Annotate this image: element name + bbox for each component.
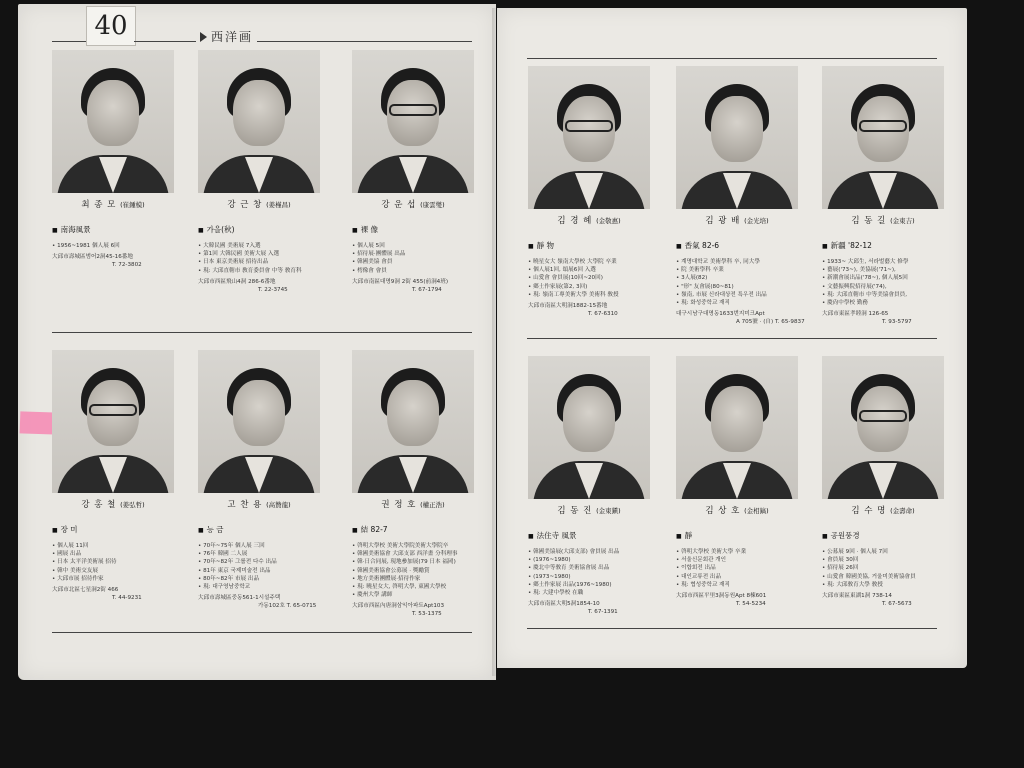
triangle-icon <box>200 32 207 42</box>
artist-entry <box>528 356 650 616</box>
artist-address: 大邱市東區東湖1洞 738-14 <box>822 593 892 600</box>
artist-address: 大邱市西區內唐洞삼익아파트Apt103 <box>352 603 445 610</box>
career-list: • 70年~75年 個人展 三回 • 76年 韓國 二人展 • 70年~82年 그룹전 다수 出品 • 81年 東京 국제미술전 出品 • 80年~82年 市展 出品 • 現: 대구영남중학교 <box>198 542 320 591</box>
career-list: • 啓明大學校 美術大學院美術大學院卒 • 韓國美術協會 大邱支部 西洋畫 分科理事 • 韓·日合同展, 現地參加展(79 日本 福岡) • 韓國美術協會公募展 · 獎勵賞 • 地方美術團體展·招待作家 • 現: 曉星女大, 啓明大學, 東國大學校 • 慶州大學 講師 <box>352 542 474 599</box>
artist-entry <box>676 66 805 326</box>
artwork-title: ■ 가을(秋) <box>198 224 320 235</box>
artist-portrait <box>198 350 320 493</box>
artist-phone: 가동102호 T. 65-0715 <box>258 603 317 610</box>
career-list: • 個人展 5回 • 招待展·團體展 出品 • 韓國美協 會員 • 樗像會 會員 <box>352 242 474 275</box>
artist-name: 김 경 혜 (金敬惠) <box>557 216 621 226</box>
page-number: 40 <box>86 6 136 46</box>
artist-phone: T. 72-3802 <box>112 262 142 269</box>
artist-portrait <box>676 66 798 209</box>
artwork-title: ■ 공원풍경 <box>822 530 944 541</box>
glasses-icon <box>89 404 137 416</box>
artist-portrait <box>352 50 474 193</box>
artist-name: 강 운 섭 (康雲燮) <box>381 200 445 210</box>
artwork-title: ■ 結 82-7 <box>352 524 474 535</box>
artwork-title: ■ 裸 像 <box>352 224 474 235</box>
glasses-icon <box>389 104 437 116</box>
artist-name: 강 홍 철 (姜弘哲) <box>81 500 145 510</box>
artist-entry <box>528 66 650 318</box>
artist-phone: T. 67-1391 <box>588 609 618 616</box>
book-gutter <box>492 8 502 676</box>
artist-phone: T. 53-1375 <box>412 611 442 618</box>
artist-name: 권 정 호 (權正浩) <box>381 500 445 510</box>
artist-phone: T. 67-5673 <box>882 601 912 608</box>
artist-name: 김 동 길 (金東吉) <box>851 216 915 226</box>
artist-phone: T. 67-6310 <box>588 311 618 318</box>
section-heading <box>196 28 257 45</box>
artist-phone: T. 54-5234 <box>736 601 766 608</box>
artist-portrait <box>528 356 650 499</box>
glasses-icon <box>859 120 907 132</box>
artist-phone: T. 67-1794 <box>412 286 442 293</box>
artwork-title: ■ 靜 物 <box>528 240 650 251</box>
artist-address: 大邱市南區大明洞1882-15番地 <box>528 303 608 310</box>
career-list: • 個人展 11回 • 國展 出品 • 日本 太平洋美術展 招待 • 韓中 美術交友展 • 大邱市展 招待作家 <box>52 542 174 583</box>
artist-address: 大邱市壽城區중동561-1시설주택 <box>198 595 281 602</box>
section-title: 西洋画 <box>211 30 254 44</box>
top-rule-left-b <box>134 41 472 42</box>
artist-phone: A 705號 · (自) T. 65-9837 <box>736 319 805 326</box>
artist-address: 大邱市東區孝睦洞 126-65 <box>822 311 889 318</box>
artist-name: 김 동 진 (金東鎭) <box>557 506 621 516</box>
top-rule-right <box>527 58 937 59</box>
artist-address: 大邱市南區大明5洞1854-10 <box>528 601 600 608</box>
artwork-title: ■ 法住寺 風景 <box>528 530 650 541</box>
career-list: • 大韓民國 美術展 7入選 • 第1回 大韓民國 美術大展 入選 • 日本 東京美術展 招待出品 • 現: 大邱直轄市 敎育委員會 中等 敎育科 <box>198 242 320 275</box>
artist-entry <box>198 350 320 610</box>
glasses-icon <box>859 410 907 422</box>
artist-phone: T. 22-3745 <box>258 286 288 293</box>
artist-name: 김 수 명 (金壽命) <box>851 506 915 516</box>
artist-portrait <box>822 66 944 209</box>
artwork-title: ■ 능 금 <box>198 524 320 535</box>
artwork-title: ■ 장 미 <box>52 524 174 535</box>
bottom-rule-right <box>527 628 937 629</box>
artist-portrait <box>528 66 650 209</box>
artist-entry <box>52 350 174 602</box>
bottom-rule-left <box>52 632 472 633</box>
career-list: • 계명대학교 美術學科 卒, 同大學 • 院 美術學科 卒業 • 3人展(82) • "形" 友會展(80~81) • 嶺南, 市展 신라대상전 특우전 出品 • 現: 화성중학교 재직 <box>676 258 798 307</box>
artist-name: 김 상 호 (金相鎬) <box>705 506 769 516</box>
artist-name: 최 종 모 (崔鍾模) <box>81 200 145 210</box>
artist-entry <box>676 356 798 608</box>
artwork-title: ■ 新疆 '82-12 <box>822 240 944 251</box>
career-list: • 1933~ 大邱生, 서라벌藝大 修學 • 藝展('73~), 美協展('71~), • 新潮會展出品('78~), 個人展5回 • 文藝振興院招待展('74), • 現: 大邱直轄市 中等美協會員員, • 慶尙中學校 勤務 <box>822 258 944 307</box>
career-list: • 曉星女大 嶺南大學校 大學院 卒業 • 個人展1回, 頌展6回 入選 • 山愛會 會員展(10回~20回) • 鄕土作家展(第2, 3回) • 現: 嶺南工專美術大學 美術科 敎授 <box>528 258 650 299</box>
career-list: • 韓國美協展(大邱支部) 會員展 出品 • (1976~1980) • 慶北中等敎育 美術協會展 出品 • (1973~1980) • 鄕土作家展 出品(1976~1980) • 現: 大建中學校 在職 <box>528 548 650 597</box>
artist-name: 고 찬 용 (高贊龍) <box>227 500 291 510</box>
artist-entry <box>822 356 944 608</box>
artist-portrait <box>352 350 474 493</box>
artist-address: 大邱市西區平里3洞동원Apt 8棟601 <box>676 593 767 600</box>
artist-portrait <box>676 356 798 499</box>
artist-entry <box>52 50 174 269</box>
artist-phone: T. 44-9231 <box>112 595 142 602</box>
artwork-title: ■ 南海風景 <box>52 224 174 235</box>
artist-entry <box>352 50 474 294</box>
artwork-title: ■ 香氣 82-6 <box>676 240 798 251</box>
artist-name: 강 근 창 (姜槿昌) <box>227 200 291 210</box>
career-list: • 1956~1981 個人展 6回 <box>52 242 174 250</box>
artist-portrait <box>822 356 944 499</box>
glasses-icon <box>565 120 613 132</box>
artist-portrait <box>52 50 174 193</box>
mid-rule-left <box>52 332 472 333</box>
career-list: • 公募展 9回 · 個人展 7回 • 會員展 30回 • 招待展 26回 • 山愛會 韓國美協, 거울미美術協會員 • 現: 大邱敎育大學 敎授 <box>822 548 944 589</box>
mid-rule-right <box>527 338 937 339</box>
top-rule-left-a <box>52 41 86 42</box>
artist-address: 大邱市北區七星洞2街 466 <box>52 587 119 594</box>
artist-portrait <box>198 50 320 193</box>
artist-address: 대구시남구대명동1633번지미크Apt <box>676 311 765 318</box>
artwork-title: ■ 靜 <box>676 530 798 541</box>
artist-name: 김 광 배 (金光培) <box>705 216 769 226</box>
artist-address: 大邱市壽城區범어2洞45-16番地 <box>52 254 133 261</box>
artist-entry <box>352 350 474 618</box>
artist-portrait <box>52 350 174 493</box>
artist-phone: T. 93-5797 <box>882 319 912 326</box>
artist-address: 大邱市西區飛山4洞 286-6番地 <box>198 278 276 285</box>
artist-entry <box>822 66 944 326</box>
artist-address: 大邱市南區대명9洞 2街 455(前洞4班) <box>352 278 449 285</box>
artist-entry <box>198 50 320 294</box>
career-list: • 啓明大學校 美術大學 卒業 • 서울신문회관 개인 • 이합회전 出品 • 대인교류전 出品 • 現: 협성중학교 재직 <box>676 548 798 589</box>
